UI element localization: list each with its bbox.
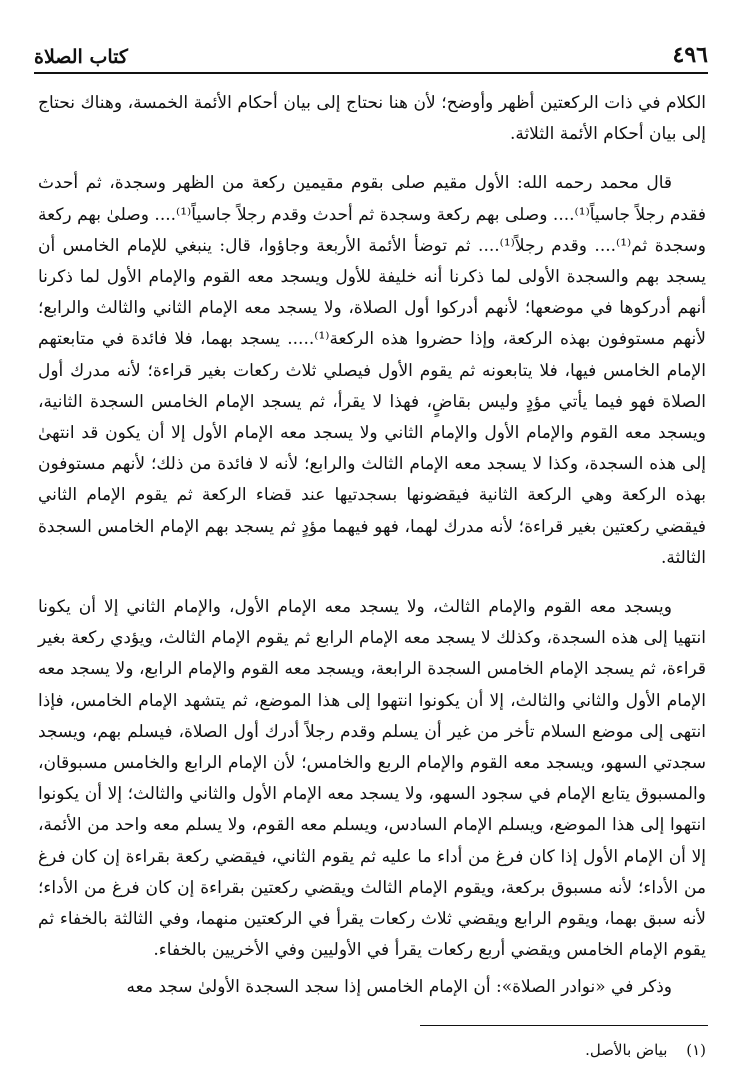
paragraph-3: ويسجد معه القوم والإمام الثالث، ولا يسجد معه الإمام الأول، والإمام الثاني إلا أن يكونا انتهيا إلى هذه السجدة، وكذلك لا يسجد معه الإمام الرابع ثم يقوم الإمام الثالث، ويؤدي ركعة بغير قراءة، ثم يسجد الإمام الخامس السجدة الرابعة، ويسجد معه القوم والإمام الرابع، ولا يسجد معه الإمام الأول والثاني والثالث، إلا أن يكونوا انتهوا إلى هذا الموضع، ثم يتشهد الإمام الخامس، فإذا انتهى إلى موضع السلام تأخر من غير أن يسلم وقدم رجلاً أدرك أول الصلاة، فيسلم بهم، ويسجد سجدتي السهو، ويسجد معه القوم والإمام الربع والخامس؛ لأن الإمام الرابع والخامس مسبوقان، والمسبوق يتابع الإمام في سجود السهو، ولا يسجد معه الإمام الأول والثاني والثالث؛ إلا أن يكونوا انتهوا إلى هذا الموضع، ويسلم الإمام السادس، ويسلم معه القوم، ولا يسلم معه واحد من الأئمة، إلا أن الإمام الأول إذا كان فرغ من أداء ما عليه ثم يقوم الثاني، فيقضي ركعة بقراءة إن كان فرغ من الأداء؛ لأنه مسبوق بركعة، ويقوم الإمام الثالث ويقضي ركعتين بقراءة إن كان فرغ من الأداء؛ لأنه سبق بهما، ويقوم الرابع ويقضي ثلاث ركعات يقرأ في الركعتين منهما، وفي الثالثة بالخفاء ثم يقوم الإمام الخامس ويقضي أربع ركعات يقرأ في الأوليين وفي الأخريين بالخفاء.: [38, 597, 706, 961]
paragraph-1: الكلام في ذات الركعتين أظهر وأوضح؛ لأن هنا نحتاج إلى بيان أحكام الأئمة الخمسة، وهناك نحتاج إلى بيان أحكام الأئمة الثلاثة.: [38, 93, 706, 145]
paragraph-4: وذكر في «نوادر الصلاة»: أن الإمام الخامس إذا سجد السجدة الأولىٰ سجد معه: [126, 977, 672, 998]
page-number: ٤٩٦: [672, 42, 708, 68]
paragraph-2: قال محمد رحمه الله: الأول مقيم صلى بقوم مقيمين ركعة من الظهر وسجدة، ثم أحدث فقدم رجلاً جاسياً⁽¹⁾.... وصلى بهم ركعة وسجدة ثم أحدث وقدم رجلاً جاسياً⁽¹⁾.... وصلىٰ بهم ركعة وسجدة ثم⁽¹⁾.... وقدم رجلاً⁽¹⁾.... ثم توضأ الأئمة الأربعة وجاؤوا، قال: ينبغي للإمام الخامس أن يسجد بهم والسجدة الأولى لما ذكرنا أنه خليفة للأول ويسجد معه القوم والإمام الأول لما ذكرنا أنهم أدركوها في موضعها؛ لأنهم أدركوا أول الصلاة، ولا يسجد معه الإمام الثاني والثالث والرابع؛ لأنهم مستوفون بهذه الركعة، وإذا حضروا هذه الركعة⁽¹⁾..... يسجد بهما، فلا فائدة في متابعتهم الإمام الخامس فيها، فلا يتابعونه ثم يقوم الأول فيصلي ثلاث ركعات بغير قراءة؛ لأنه مدرك أول الصلاة فهو فيما يأتي مؤدٍ وليس بقاضٍ، فهذا لا يقرأ، ثم يسجد الإمام الخامس السجدة الثانية، ويسجد معه القوم والإمام الأول والإمام الثاني ولا يسجد معه الإمام الأول إلا أن يكون قد انتهىٰ إلى هذه السجدة، وكذا لا يسجد معه الإمام الثالث والرابع؛ لأنه لا فائدة من ذلك؛ لأنهم مستوفون بهذه الركعة وهي الركعة الثانية فيقضونها بسجدتيها عند قضاء الركعة ثم يقوم الإمام الثاني فيقضي ركعتين بغير قراءة؛ لأنه مدرك لهما، فهو فيهما مؤدٍ ثم يسجد بهم الإمام الخامس السجدة الثالثة.: [38, 173, 706, 568]
main-text: [38, 88, 706, 1004]
footnote-mark: (١): [686, 1041, 706, 1059]
footnote-text: بياض بالأصل.: [585, 1041, 668, 1059]
footnote: [38, 1038, 706, 1062]
book-title: كتاب الصلاة: [34, 46, 128, 68]
page-header: [34, 38, 708, 74]
footnote-divider: [420, 1025, 708, 1026]
